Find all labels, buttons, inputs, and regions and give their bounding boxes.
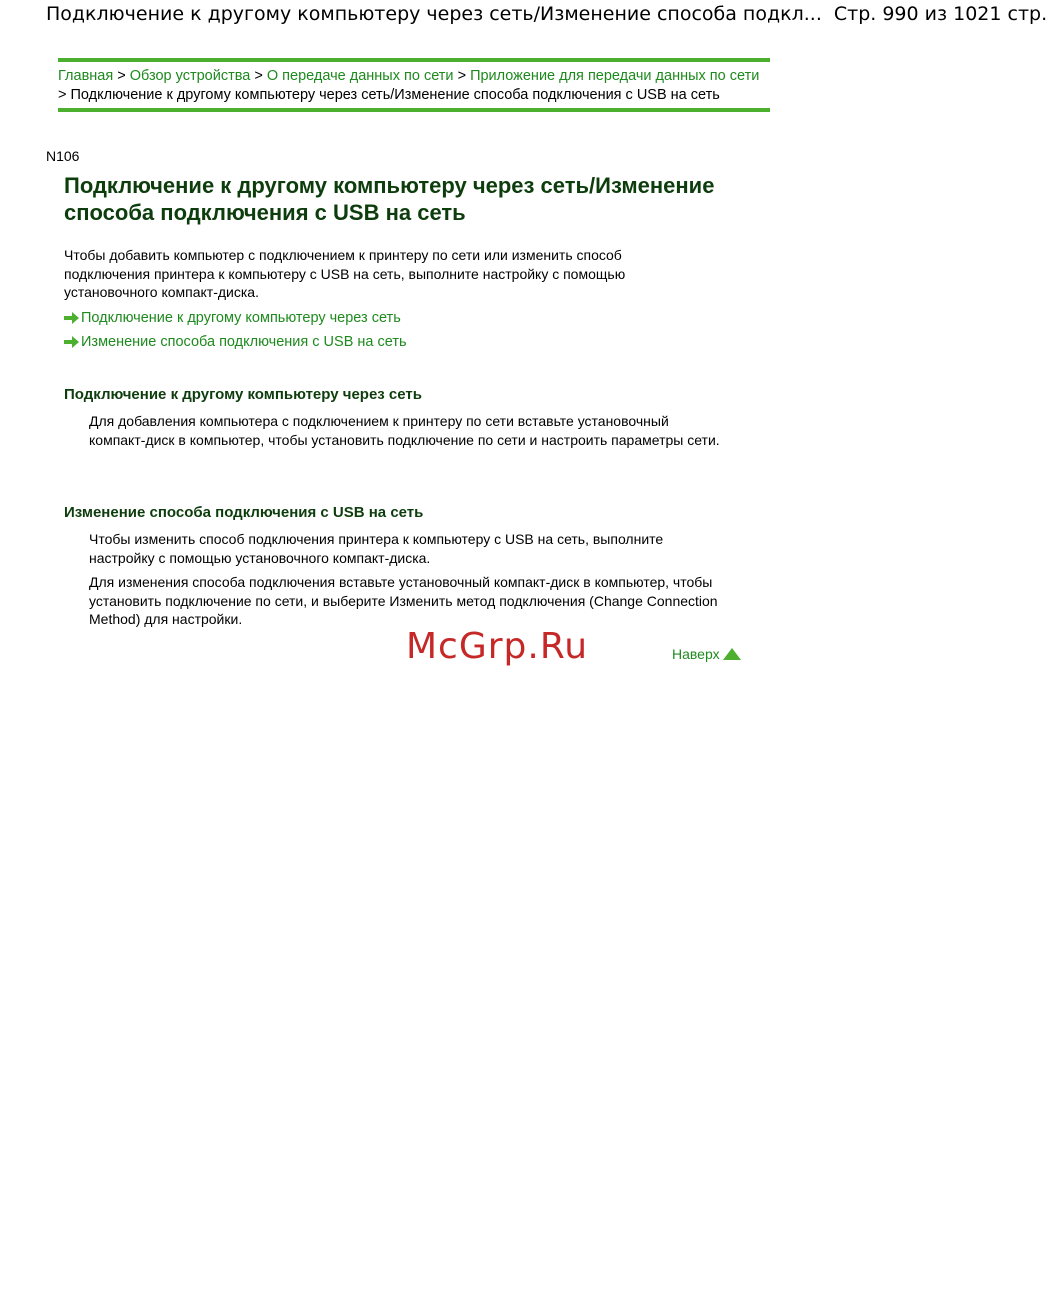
watermark-text: McGrp.Ru [406, 626, 589, 667]
link-connect-another-computer[interactable] [64, 306, 407, 330]
breadcrumb-separator: > [254, 68, 267, 84]
section-heading-change-usb-to-network: Изменение способа подключения с USB на сеть [64, 504, 424, 521]
arrow-up-icon [723, 648, 741, 660]
section-paragraph: Для добавления компьютера с подключением к принтеру по сети вставьте установочный компакт-диск в компьютер, чтобы установить подключение по сети и настроить параметры сети. [89, 413, 720, 448]
breadcrumb-link-home[interactable]: Главная [58, 68, 114, 84]
section-paragraph: Чтобы изменить способ подключения принтера к компьютеру с USB на сеть, выполните настройку с помощью установочного компакт-диска. [89, 531, 664, 566]
document-id: N106 [46, 148, 80, 164]
section-body-change-usb-to-network [89, 530, 729, 629]
link-change-usb-to-network[interactable] [64, 330, 407, 354]
header-title: Подключение к другому компьютеру через сеть/Изменение способа подкл... [46, 3, 822, 25]
breadcrumb-link-network-app[interactable]: Приложение для передачи данных по сети [470, 68, 760, 84]
intro-paragraph: Чтобы добавить компьютер с подключением к принтеру по сети или изменить способ подключения принтера к компьютеру с USB на сеть, выполните настройку с помощью установочного компакт-диска. [64, 247, 626, 300]
page-header [46, 2, 1047, 26]
arrow-right-icon [64, 336, 79, 348]
breadcrumb-link-device-overview[interactable]: Обзор устройства [129, 68, 251, 84]
page-title: Подключение к другому компьютеру через сеть/Изменение способа подключения с USB на сеть [64, 173, 715, 225]
section-heading-connect-another-computer: Подключение к другому компьютеру через сеть [64, 386, 422, 403]
link-label: Изменение способа подключения с USB на сеть [81, 334, 407, 350]
breadcrumb-link-network-transfer[interactable]: О передаче данных по сети [266, 68, 454, 84]
section-link-list [64, 306, 407, 354]
arrow-right-icon [64, 312, 79, 324]
back-to-top-link[interactable] [672, 646, 741, 662]
header-page-counter: Стр. 990 из 1021 стр. [833, 3, 1047, 25]
back-to-top-label: Наверх [672, 646, 720, 662]
breadcrumb-separator: > [117, 68, 130, 84]
breadcrumb-current: Подключение к другому компьютеру через сеть/Изменение способа подключения с USB на сеть [70, 86, 720, 103]
section-body-connect-another-computer [89, 412, 729, 449]
breadcrumb-separator: > [58, 86, 71, 103]
breadcrumb [58, 58, 770, 112]
link-label: Подключение к другому компьютеру через сеть [81, 310, 401, 326]
breadcrumb-separator: > [457, 68, 471, 84]
section-paragraph: Для изменения способа подключения вставьте установочный компакт-диск в компьютер, чтобы установить подключение по сети, и выберите Изменить метод подключения (Change Connection Method) для настройки. [89, 574, 718, 627]
